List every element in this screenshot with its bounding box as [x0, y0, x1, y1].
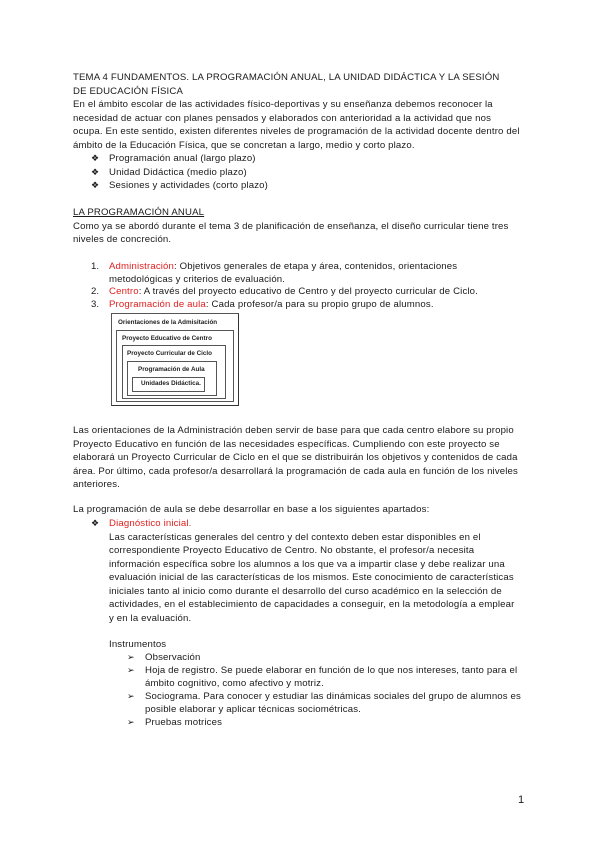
section-heading: LA PROGRAMACIÓN ANUAL [73, 207, 205, 218]
arrow-bullet-icon: ➢ [127, 717, 135, 727]
arrow-bullet-icon: ➢ [127, 691, 135, 701]
diagnostic-heading: Diagnóstico inicial. [109, 518, 192, 529]
concretion-text: : Objetivos generales de etapa y área, contenidos, orientaciones [174, 261, 458, 272]
intro-line: ocupa. En este sentido, existen diferentes niveles de programación de la actividad docente dentro del [73, 126, 520, 137]
concretion-term: Programación de aula [109, 299, 206, 310]
concretion-term: Administración [109, 261, 175, 272]
diagnostic-line: iniciales tanto al inicio como durante el desarrollo del curso académico en la selección de [109, 586, 502, 597]
intro-line: En el ámbito escolar de las actividades físico-deportivas y su enseñanza debemos reconocer la [73, 99, 493, 110]
diagnostic-line: actividades, en el establecimiento de capacidades a conseguir, en la metodología a emplear [109, 599, 515, 610]
instrument-item: Hoja de registro. Se puede elaborar en función de lo que nos intereses, tanto para el [145, 665, 518, 676]
paragraph-line: La programación de aula se debe desarrollar en base a los siguientes apartados: [73, 504, 430, 515]
diagram-label: Proyecto Curricular de Ciclo [127, 350, 213, 357]
diagram-label: Programación de Aula [138, 366, 205, 373]
section-intro-line: Como ya se abordó durante el tema 3 de planificación de enseñanza, el diseño curricular tiene tres [73, 221, 509, 232]
concretion-term: Centro [109, 286, 139, 297]
diagnostic-line: evaluación inicial de las características de los mismos. Este conocimiento de características [109, 572, 514, 583]
paragraph-line: área. Por último, cada profesor/a desarrollará la programación de cada aula en función de los niveles [73, 466, 518, 477]
instrument-item: Sociograma. Para conocer y estudiar las dinámicas sociales del grupo de alumnos es [145, 691, 521, 702]
arrow-bullet-icon: ➢ [127, 665, 135, 675]
instrument-item-continued: ámbito cognitivo, como afectivo y motriz. [145, 678, 324, 689]
instrument-item: Pruebas motrices [145, 717, 223, 728]
level-item: Unidad Didáctica (medio plazo) [109, 167, 247, 178]
diagnostic-line: correspondiente Proyecto Educativo de Centro. No obstante, el profesor/a necesita [109, 545, 475, 556]
list-number: 2. [91, 286, 100, 297]
concretion-item-1 [109, 260, 457, 274]
concretion-text: : Cada profesor/a para su propio grupo de alumnos. [205, 299, 434, 310]
concretion-text-continued: metodológicas y criterios de evaluación. [109, 274, 286, 285]
concretion-item-2 [109, 285, 478, 299]
document-title-line-2: DE EDUCACIÓN FÍSICA [73, 86, 183, 97]
concretion-text: : A través del proyecto educativo de Centro y del proyecto curricular de Ciclo. [138, 286, 478, 297]
diagram-label: Unidades Didáctica. [141, 380, 201, 387]
diamond-bullet-icon: ❖ [91, 167, 100, 177]
instruments-heading: Instrumentos [109, 639, 167, 650]
intro-line: ámbito de la Educación Física, que se concretan a largo, medio y corto plazo. [73, 140, 415, 151]
arrow-bullet-icon: ➢ [127, 652, 135, 662]
page-number: 1 [518, 794, 525, 806]
list-number: 3. [91, 299, 100, 310]
diagram-label: Orientaciones de la Admisitación [118, 319, 218, 326]
paragraph-line: Las orientaciones de la Administración deben servir de base para que cada centro elabore su propio [73, 425, 514, 436]
instrument-item-continued: posible elaborar y aplicar técnicas sociométricas. [145, 704, 361, 715]
intro-line: necesidad de actuar con planes pensados y elaborados con anterioridad a la actividad que nos [73, 113, 492, 124]
diamond-bullet-icon: ❖ [91, 153, 100, 163]
section-intro-line: niveles de concreción. [73, 234, 172, 245]
diagnostic-line: información específica sobre los alumnos a los que va a impartir clase y debe realizar una [109, 559, 505, 570]
diagnostic-line: y en la evaluación. [109, 613, 192, 624]
diamond-bullet-icon: ❖ [91, 518, 100, 528]
instrument-item: Observación [145, 652, 201, 663]
level-item: Sesiones y actividades (corto plazo) [109, 180, 268, 191]
document-title-line-1: TEMA 4 FUNDAMENTOS. LA PROGRAMACIÓN ANUAL, LA UNIDAD DIDÁCTICA Y LA SESIÓN [73, 72, 500, 83]
level-item: Programación anual (largo plazo) [109, 153, 256, 164]
diagram-label: Proyecto Educativo de Centro [122, 335, 212, 342]
concretion-item-3 [109, 298, 434, 312]
concretion-levels-diagram [111, 313, 239, 406]
diamond-bullet-icon: ❖ [91, 180, 100, 190]
paragraph-line: anteriores. [73, 479, 120, 490]
paragraph-line: elaborará un Proyecto Curricular de Ciclo en el que se distribuirán los objetivos y contenidos de cada [73, 452, 518, 463]
paragraph-line: Proyecto Educativo en función de las necesidades específicas. Cumpliendo con este proyecto se [73, 439, 500, 450]
list-number: 1. [91, 261, 100, 272]
diagnostic-line: Las características generales del centro y del contexto deben estar disponibles en el [109, 532, 481, 543]
